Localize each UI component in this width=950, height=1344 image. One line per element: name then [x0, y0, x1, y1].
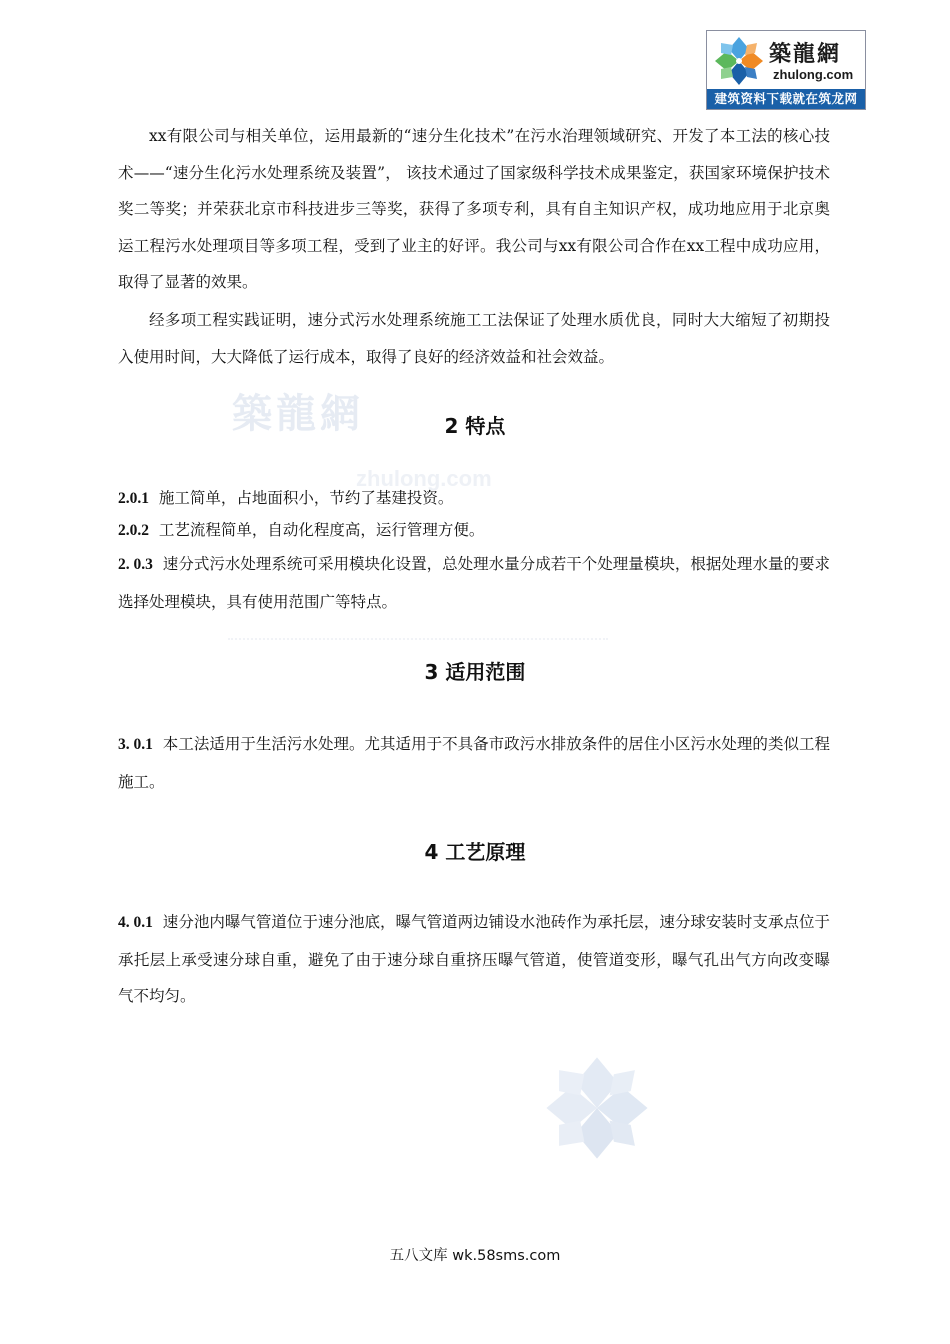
- clause-text: 速分式污水处理系统可采用模块化设置，总处理水量分成若干个处理量模块，根据处理水量的要求选择处理模块，具有使用范围广等特点。: [118, 555, 831, 611]
- clause-text: 施工简单，占地面积小，节约了基建投资。: [158, 489, 454, 507]
- logo-domain: zhulong.com: [773, 67, 854, 82]
- clause-number: 2. 0.3: [118, 556, 153, 573]
- intro-paragraph-2: 经多项工程实践证明，速分式污水处理系统施工工法保证了处理水质优良，同时大大缩短了初期投入使用时间，大大降低了运行成本，取得了良好的经济效益和社会效益。: [118, 311, 830, 366]
- watermark-domain: zhulong.com: [356, 466, 492, 491]
- clause-number: 2.0.1: [118, 490, 149, 507]
- clause-3-0-1: [118, 726, 830, 800]
- zhulong-logo: [706, 30, 866, 110]
- clause-2-0-2: [118, 512, 830, 550]
- watermark-flower-icon: [538, 1052, 656, 1164]
- logo-name: 築龍網: [769, 41, 842, 67]
- clause-text: 本工法适用于生活污水处理。尤其适用于不具备市政污水排放条件的居住小区污水处理的类似工程施工。: [118, 735, 831, 791]
- clause-text: 工艺流程简单，自动化程度高，运行管理方便。: [158, 521, 485, 539]
- watermark-line: [228, 624, 608, 640]
- clause-2-0-3: [118, 546, 830, 620]
- page-footer: 五八文库 wk.58sms.com: [389, 1248, 561, 1264]
- logo-flower-icon: [711, 35, 767, 87]
- watermark-name: 築龍網: [232, 390, 364, 437]
- section-heading-principle: 4 工艺原理: [424, 840, 526, 864]
- section-heading-features: 2 特点: [444, 414, 506, 438]
- clause-number: 4. 0.1: [118, 914, 153, 931]
- section-heading-scope: 3 适用范围: [424, 660, 526, 684]
- clause-text: 速分池内曝气管道位于速分池底，曝气管道两边铺设水池砖作为承托层，速分球安装时支承点位于承托层上承受速分球自重，避免了由于速分球自重挤压曝气管道，使管道变形，曝气孔出气方向改变曝气不均匀。: [118, 913, 831, 1005]
- clause-4-0-1: [118, 904, 830, 1015]
- clause-number: 3. 0.1: [118, 736, 153, 753]
- logo-top: [707, 31, 865, 89]
- clause-number: 2.0.2: [118, 522, 149, 539]
- intro-paragraph-1: xx有限公司与相关单位，运用最新的“速分生化技术”在污水治理领域研究、开发了本工法的核心技术——“速分生化污水处理系统及装置”， 该技术通过了国家级科学技术成果鉴定，获国家环境保护技术奖二等奖；并荣获北京市科技进步三等奖，获得了多项专利，具有自主知识产权，成功地应用于北京奥运工程污水处理项目等多项工程，受到了业主的好评。我公司与xx有限公司合作在xx工程中成功应用，取得了显著的效果。: [118, 127, 830, 291]
- logo-slogan: 建筑资料下载就在筑龙网: [707, 89, 865, 109]
